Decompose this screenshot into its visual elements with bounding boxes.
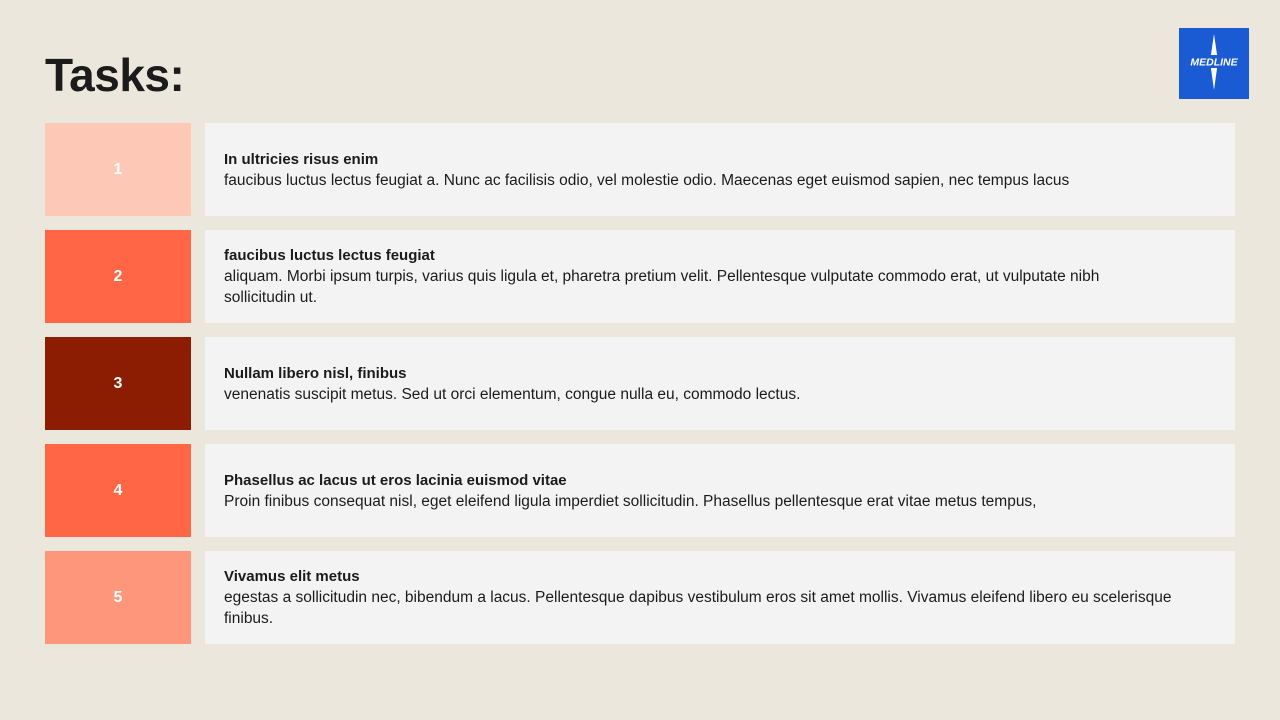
task-number-badge: 5 xyxy=(45,551,191,644)
task-row xyxy=(45,551,1235,644)
task-row xyxy=(45,337,1235,430)
task-number-badge: 2 xyxy=(45,230,191,323)
task-card xyxy=(205,230,1235,323)
task-card xyxy=(205,123,1235,216)
task-title: Vivamus elit metus xyxy=(224,568,360,585)
task-title: faucibus luctus lectus feugiat xyxy=(224,247,435,264)
task-number-badge: 3 xyxy=(45,337,191,430)
task-row xyxy=(45,123,1235,216)
task-card xyxy=(205,551,1235,644)
page-title: Tasks: xyxy=(45,49,185,101)
task-description: aliquam. Morbi ipsum turpis, varius quis ligula et, pharetra pretium velit. Pellentesque vulputate commodo erat, ut vulputate nibh sollicitudin ut. xyxy=(224,268,1100,306)
task-number-badge: 4 xyxy=(45,444,191,537)
task-description: Proin finibus consequat nisl, eget eleifend ligula imperdiet sollicitudin. Phasellus pellentesque erat vitae metus tempus, xyxy=(224,492,1037,510)
task-number-badge: 1 xyxy=(45,123,191,216)
task-card xyxy=(205,444,1235,537)
task-title: Nullam libero nisl, finibus xyxy=(224,364,407,382)
task-description: venenatis suscipit metus. Sed ut orci elementum, congue nulla eu, commodo lectus. xyxy=(224,385,801,403)
task-description: faucibus luctus lectus feugiat a. Nunc ac facilisis odio, vel molestie odio. Maecenas eget euismod sapien, nec tempus lacus xyxy=(224,171,1070,189)
task-list xyxy=(45,123,1235,658)
task-description: egestas a sollicitudin nec, bibendum a lacus. Pellentesque dapibus vestibulum eros sit amet mollis. Vivamus eleifend libero eu scelerisque finibus. xyxy=(224,589,1172,627)
medline-logo xyxy=(1179,28,1249,99)
task-card xyxy=(205,337,1235,430)
task-title: In ultricies risus enim xyxy=(224,150,379,168)
task-row xyxy=(45,230,1235,323)
task-row xyxy=(45,444,1235,537)
logo-text: MEDLINE xyxy=(1190,56,1238,69)
task-title: Phasellus ac lacus ut eros lacinia euismod vitae xyxy=(224,471,567,489)
